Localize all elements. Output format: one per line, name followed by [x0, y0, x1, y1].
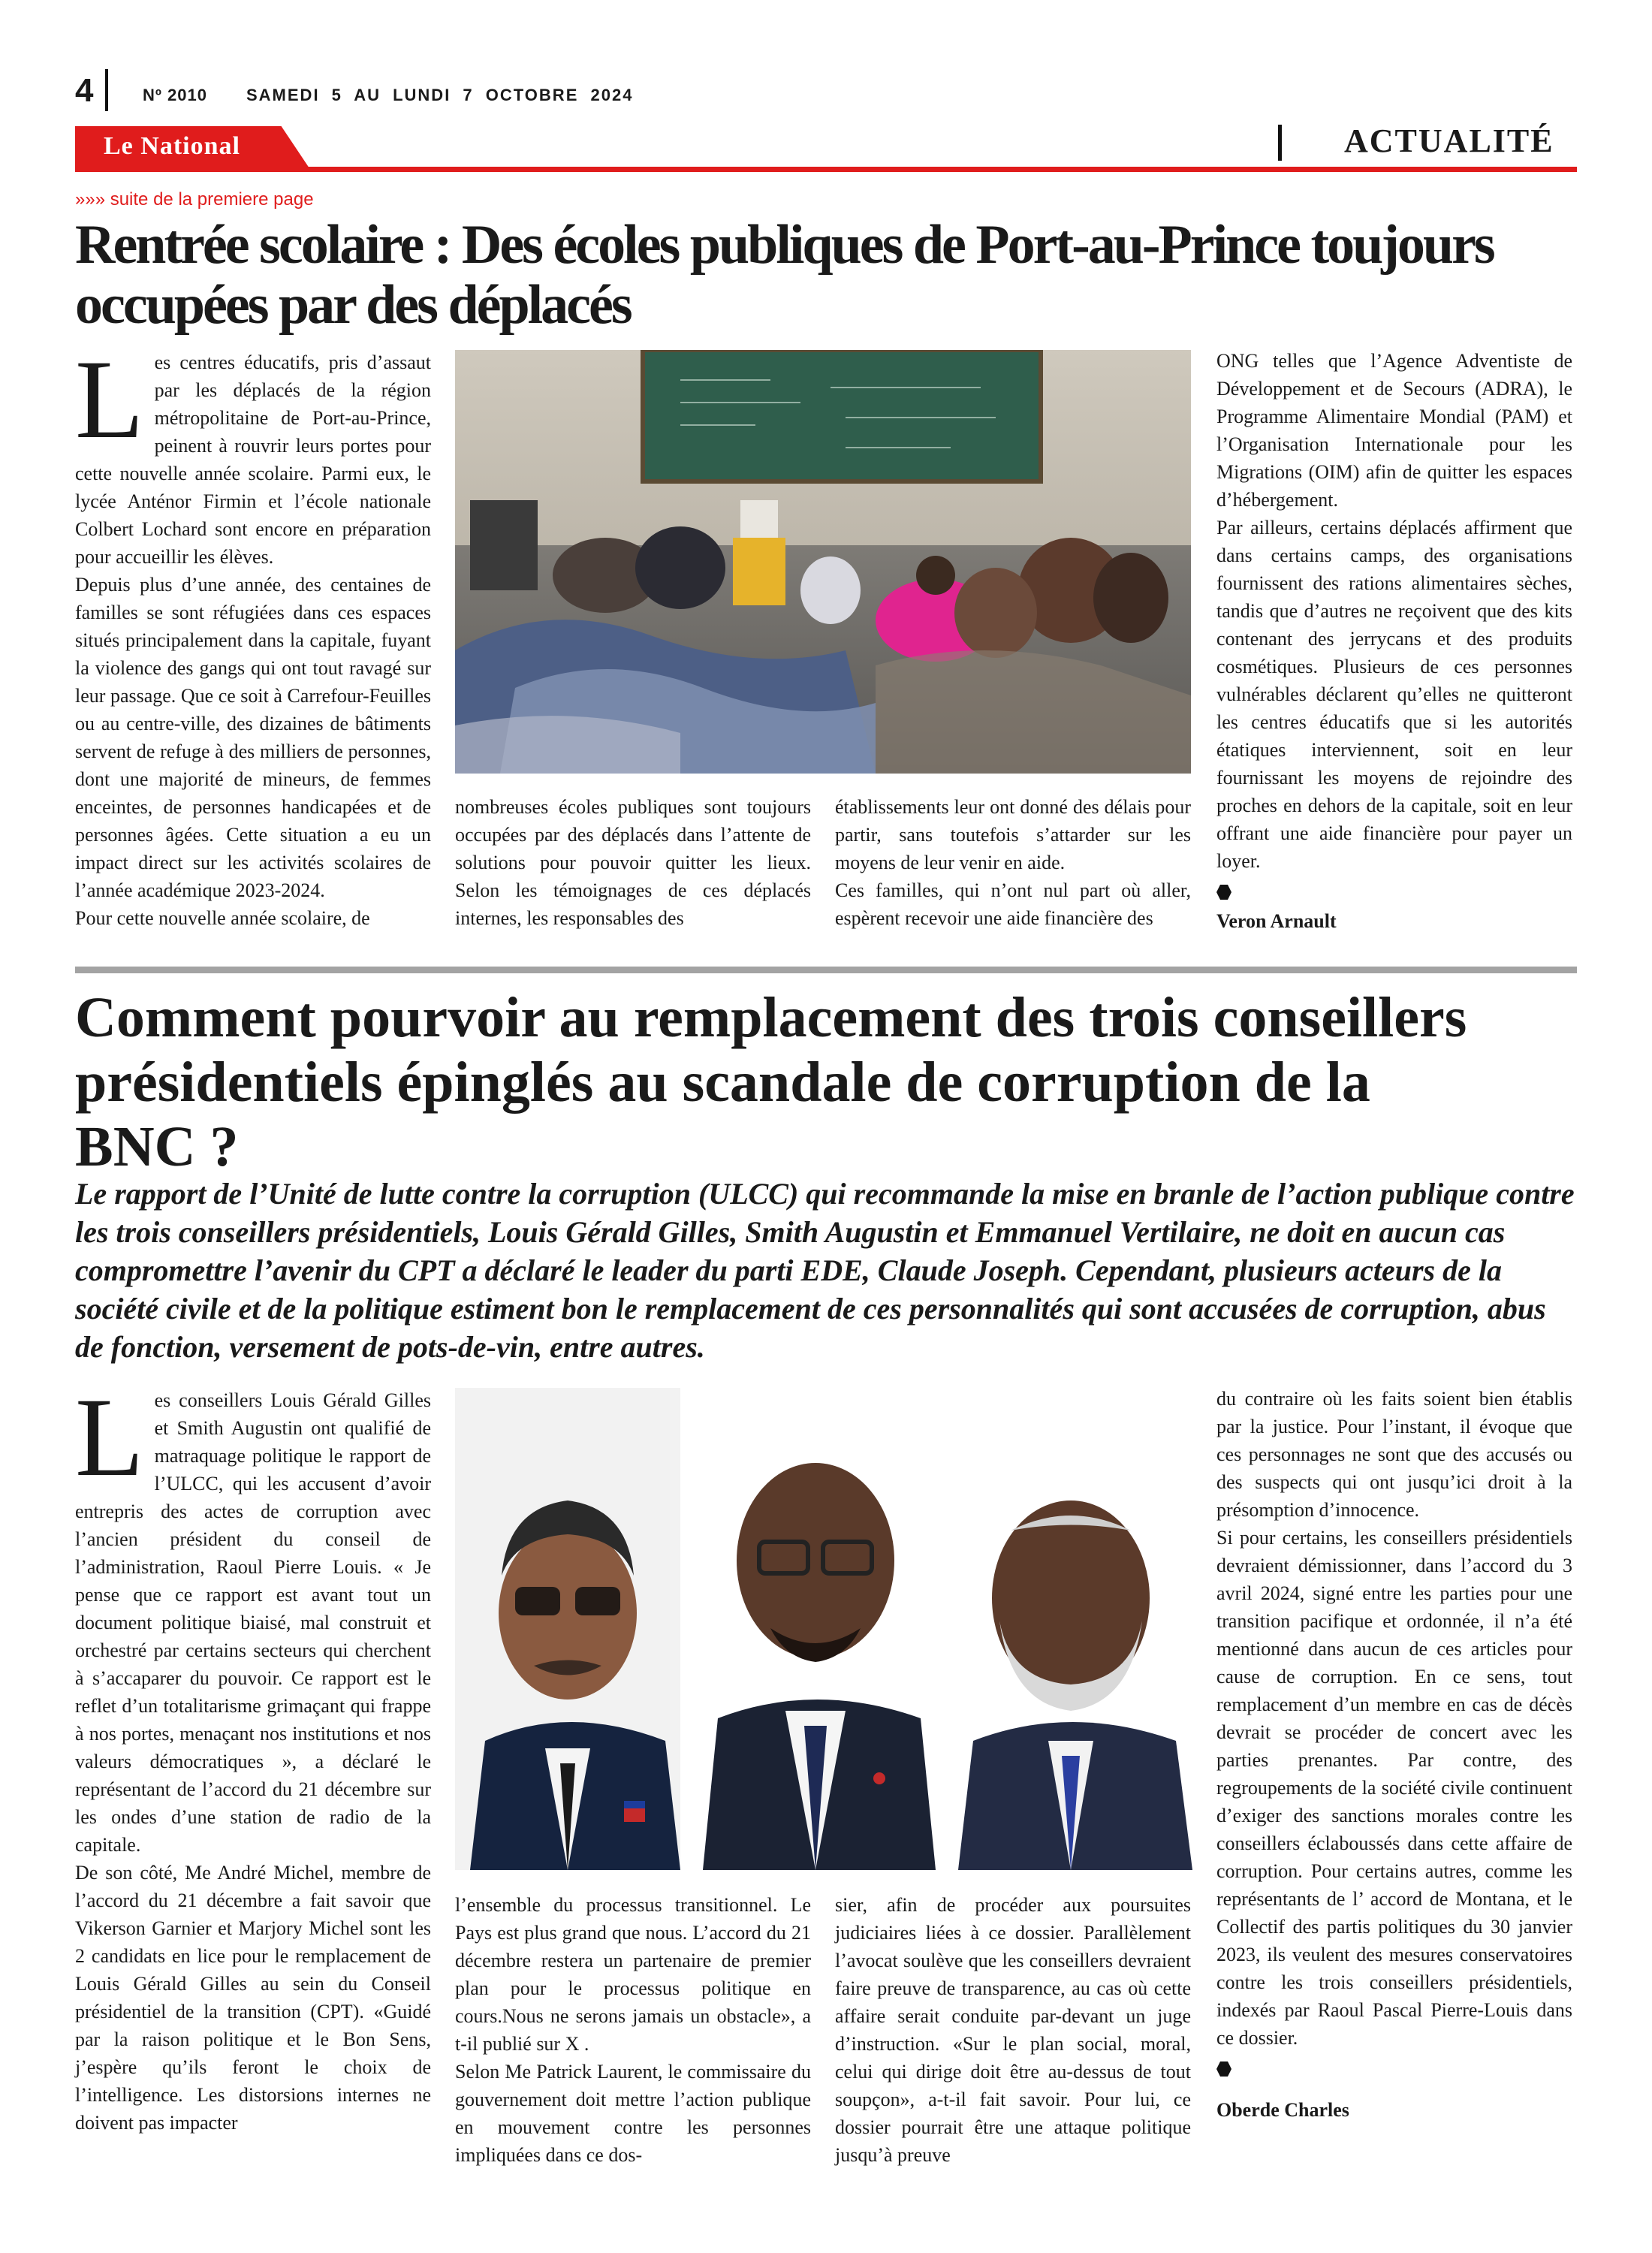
- classroom-photo-illustration: [455, 350, 1191, 774]
- dropcap: L: [75, 1375, 144, 1500]
- article2-title: Comment pourvoir au remplacement des trois conseillers présidentiels épinglés au scandale de corruption de la BNC ?: [75, 986, 1467, 1178]
- article1-column-4: [1216, 347, 1572, 935]
- paragraph: ONG telles que l’Agence Adventiste de Développement et de Secours (ADRA), le Programme Alimentaire Mondial (PAM) et l’Organisation Internationale pour les Migrations (OIM) afin de quitter les espaces d’hébergement.: [1216, 350, 1572, 511]
- article2-column-4: [1216, 1385, 1572, 2124]
- paragraph: Ces familles, qui n’ont nul part où aller, espèrent recevoir une aide financière des: [835, 879, 1191, 929]
- article1-column-1: [75, 337, 431, 932]
- three-portraits-illustration: [455, 1388, 1192, 1870]
- portrait-right: [951, 1388, 1192, 1870]
- paragraph: Selon Me Patrick Laurent, le commissaire du gouvernement doit mettre l’action publique en mouvement contre les personnes impliquées dans ce dos-: [455, 2061, 811, 2166]
- article2-column-2: [455, 1891, 811, 2169]
- paragraph: sier, afin de procéder aux poursuites judiciaires liées à ce dossier. Parallèlement l’avocat soulève que les conseillers devraient faire preuve de transparence, au cas où cette affaire serait conduite par-devant un juge d’instruction. «Sur le plan social, moral, celui qui dirige doit être au-dessus de tout soupçon», a-t-il fait savoir. Pour lui, ce dossier pourrait être une attaque politique jusqu’à preuve: [835, 1894, 1191, 2166]
- end-of-article-icon: [1216, 2061, 1231, 2077]
- paragraph: établissements leur ont donné des délais pour partir, sans toutefois s’attarder sur les moyens de leur venir en aide.: [835, 796, 1191, 873]
- classroom-displaced-photo: [455, 350, 1191, 774]
- continuation-label: »»» suite de la premiere page: [75, 189, 314, 210]
- paragraph: nombreuses écoles publiques sont toujours occupées par des déplacés dans l’attente de solutions pour pouvoir quitter les lieux. Selon les témoignages de ces déplacés internes, les responsables des: [455, 796, 811, 929]
- paragraph: l’ensemble du processus transitionnel. Le Pays est plus grand que nous. L’accord du 21 décembre restera un partenaire de premier plan pour le processus politique en cours.Nous ne serons jamais un obstacle», a t-il publié sur X .: [455, 1894, 811, 2055]
- brand-name: Le National: [104, 132, 240, 160]
- article-separator: [75, 967, 1577, 973]
- article2-lede: Le rapport de l’Unité de lutte contre la corruption (ULCC) qui recommande la mise en branle de l’action publique contre les trois conseillers présidentiels, Louis Gérald Gilles, Smith Augustin et Emmanuel Vertilaire, ne doit en aucun cas compromettre l’avenir du CPT a déclaré le leader du parti EDE, Claude Joseph. Cependant, plusieurs acteurs de la société civile et de la politique estiment bon le remplacement de ces personnalités qui sont accusées de corruption, abus de fonction, versement de pots-de-vin, entre autres.: [75, 1177, 1575, 1364]
- article2-column-3: [835, 1891, 1191, 2169]
- issue-number: Nº 2010: [143, 86, 207, 104]
- page-number-divider: [105, 69, 108, 111]
- paragraph: De son côté, Me André Michel, membre de l’accord du 21 décembre a fait savoir que Vikerson Garnier et Marjory Michel sont les 2 candidats en lice pour le remplacement de Louis Gérald Gilles au sein du Conseil présidentiel de la transition (CPT). «Guidé par la raison politique et le Bon Sens, j’espère qu’ils feront le choix de l’intelligence. Les distorsions internes ne doivent pas impacter: [75, 1862, 431, 2134]
- article1-column-3: [835, 793, 1191, 932]
- article1-author: Veron Arnault: [1216, 910, 1337, 932]
- paragraph: es conseillers Louis Gérald Gilles et Smith Augustin ont qualifié de matraquage politique le rapport de l’ULCC, qui les accusent d’avoir entrepris des actes de corruption avec l’ancien président du conseil de l’administration, Raoul Pierre Louis. « Je pense que ce rapport est avant tout un document politique biaisé, mal construit et orchestré par certains secteurs qui cherchent à s’accaparer du pouvoir. Ce rapport est le reflet d’un totalitarisme grimaçant qui frappe à nos portes, menaçant nos institutions et nos valeurs démocratiques », a déclaré le représentant de l’accord du 21 décembre sur les ondes d’une station de radio de la capitale.: [75, 1389, 431, 1856]
- end-of-article-icon: [1216, 885, 1231, 900]
- issue-date: SAMEDI 5 AU LUNDI 7 OCTOBRE 2024: [246, 86, 634, 104]
- councillors-portraits-photo: [455, 1388, 1192, 1870]
- article1-column-2: [455, 793, 811, 932]
- paragraph: es centres éducatifs, pris d’assaut par les déplacés de la région métropolitaine de Port-au-Prince, peinent à rouvrir leurs portes pour cette nouvelle année scolaire. Parmi eux, le lycée Anténor Firmin et l’école nationale Colbert Lochard sont encore en préparation pour accueillir les élèves.: [75, 351, 431, 568]
- portrait-center: [688, 1388, 943, 1870]
- section-name: ACTUALITÉ: [1344, 122, 1554, 159]
- page-number: 4: [75, 72, 94, 109]
- article1-title: Rentrée scolaire : Des écoles publiques de Port-au-Prince toujours occupées par des déplacés: [75, 214, 1494, 336]
- header-rule: [75, 167, 1577, 172]
- article2-author: Oberde Charles: [1216, 2099, 1349, 2121]
- portrait-left: [455, 1388, 680, 1870]
- paragraph: Pour cette nouvelle année scolaire, de: [75, 907, 370, 929]
- article2-column-1: [75, 1375, 431, 2137]
- section-divider: [1278, 125, 1282, 161]
- paragraph: du contraire où les faits soient bien établis par la justice. Pour l’instant, il évoque que ces personnages ne sont que des accusés ou des suspects qui ont jusqu’ici droit à la présomption d’innocence.: [1216, 1388, 1572, 1521]
- paragraph: Par ailleurs, certains déplacés affirment que dans certains camps, des organisations fournissent des rations alimentaires sèches, tandis que d’autres ne reçoivent que des kits contenant des jerrycans et des produits cosmétiques. Plusieurs de ces personnes vulnérables déclarent qu’elles ne quitteront les centres éducatifs que si les autorités étatiques interviennent, soit en leur fournissant les moyens de rejoindre des proches en dehors de la capitale, soit en leur offrant une aide financière pour payer un loyer.: [1216, 517, 1572, 872]
- paragraph: Depuis plus d’une année, des centaines de familles se sont réfugiées dans ces espaces situés principalement dans la capitale, fuyant la violence des gangs qui ont tout ravagé sur leur passage. Que ce soit à Carrefour-Feuilles ou au centre-ville, des dizaines de bâtiments servent de refuge à des milliers de personnes, dont une majorité de mineurs, de femmes enceintes, de personnes handicapées et de personnes âgées. Cette situation a eu un impact direct sur les activités scolaires de l’année académique 2023-2024.: [75, 574, 431, 901]
- dropcap: L: [75, 337, 144, 462]
- paragraph: Si pour certains, les conseillers présidentiels devraient démissionner, dans l’accord du 3 avril 2024, signé entre les parties pour une transition pacifique et ordonnée, il n’a été mentionné dans aucun de ces articles pour cause de corruption. En ce sens, tout remplacement d’un membre en cas de décès devrait se procéder de concert avec les parties prenantes. Par contre, des regroupements de la société civile continuent d’exiger des sanctions morales contre les conseillers éclaboussés dans cette affaire de corruption. Pour certains autres, comme les représentants de l’ accord de Montana, et le Collectif des partis politiques du 30 janvier 2023, ils veulent des mesures conservatoires contre les trois conseillers présidentiels, indexés par Raoul Pascal Pierre-Louis dans ce dossier.: [1216, 1527, 1572, 2049]
